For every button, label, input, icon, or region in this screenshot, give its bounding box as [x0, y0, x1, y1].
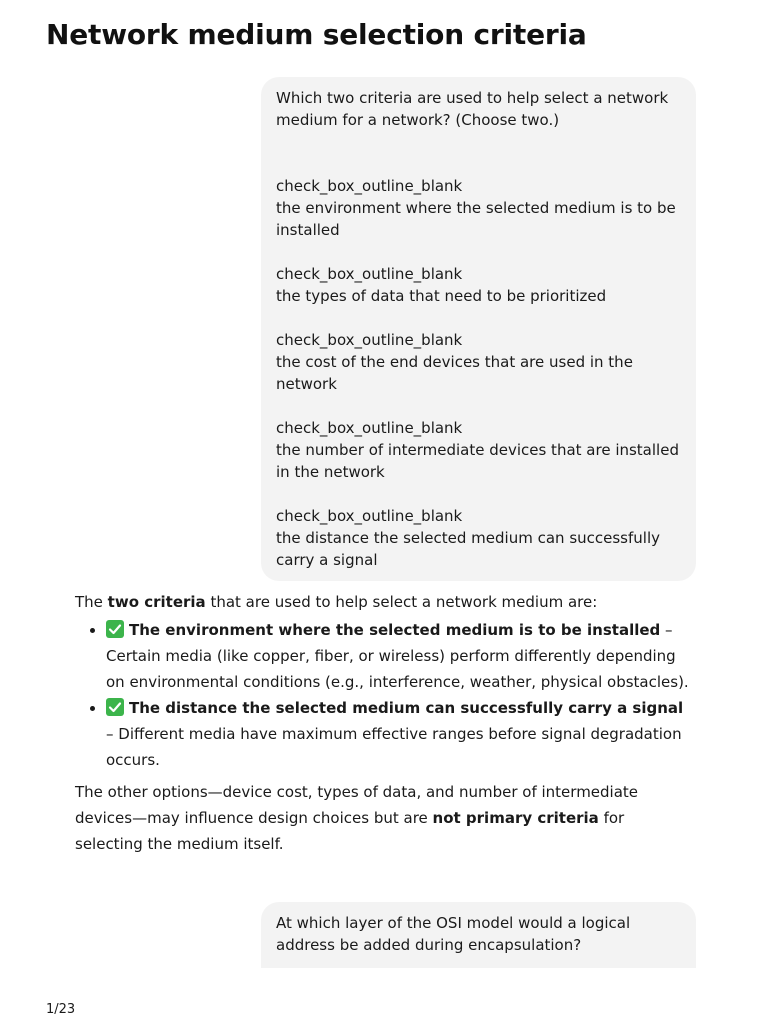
closing-bold: not primary criteria: [432, 809, 599, 827]
answer-option: [276, 175, 681, 241]
answer-option: [276, 505, 681, 571]
checkbox-outline-blank-icon-text: check_box_outline_blank: [276, 331, 463, 349]
page-title: Network medium selection criteria: [46, 18, 587, 51]
intro-bold: two criteria: [107, 593, 206, 611]
user-message-bubble: [261, 77, 696, 581]
question-text: Which two criteria are used to help select a network medium for a network? (Choose two.): [276, 89, 669, 129]
check-mark-icon: [106, 620, 124, 638]
intro-suffix: that are used to help select a network medium are:: [205, 593, 598, 611]
option-text: the number of intermediate devices that are installed in the network: [276, 441, 679, 481]
user-message-bubble: [261, 902, 696, 968]
intro-prefix: The: [75, 593, 108, 611]
option-text: the distance the selected medium can successfully carry a signal: [276, 529, 660, 569]
option-text: the cost of the end devices that are used in the network: [276, 353, 633, 393]
assistant-answer: [75, 589, 695, 857]
item-text: – Different media have maximum effective ranges before signal degradation occurs.: [106, 725, 682, 769]
item-text: – Certain media (like copper, fiber, or wireless) perform differently depending on environmental conditions (e.g., interference, weather, physical obstacles).: [106, 621, 689, 691]
checkbox-outline-blank-icon-text: check_box_outline_blank: [276, 177, 463, 195]
option-text: the environment where the selected medium is to be installed: [276, 199, 676, 239]
spacer: [276, 131, 681, 175]
checkbox-outline-blank-icon-text: check_box_outline_blank: [276, 507, 463, 525]
question-text: At which layer of the OSI model would a logical address be added during encapsulation?: [276, 914, 631, 954]
option-text: the types of data that need to be prioritized: [276, 287, 607, 305]
checkbox-outline-blank-icon-text: check_box_outline_blank: [276, 265, 463, 283]
answer-option: [276, 329, 681, 395]
closing-suffix: for selecting the medium itself.: [75, 809, 625, 853]
page-counter: 1/23: [46, 1002, 76, 1017]
answer-option: [276, 417, 681, 483]
list-item: [106, 695, 695, 773]
list-item: [106, 617, 695, 695]
item-bold-text: The distance the selected medium can successfully carry a signal: [129, 699, 684, 717]
answer-closing: [75, 779, 695, 857]
answer-option: [276, 263, 681, 307]
checkbox-outline-blank-icon-text: check_box_outline_blank: [276, 419, 463, 437]
item-bold-text: The environment where the selected medium is to be installed: [129, 621, 661, 639]
answer-intro: [75, 589, 695, 615]
check-mark-icon: [106, 698, 124, 716]
answer-list: [75, 617, 695, 773]
closing-prefix: The other options—device cost, types of data, and number of intermediate devices—may influence design choices but are: [75, 783, 639, 827]
